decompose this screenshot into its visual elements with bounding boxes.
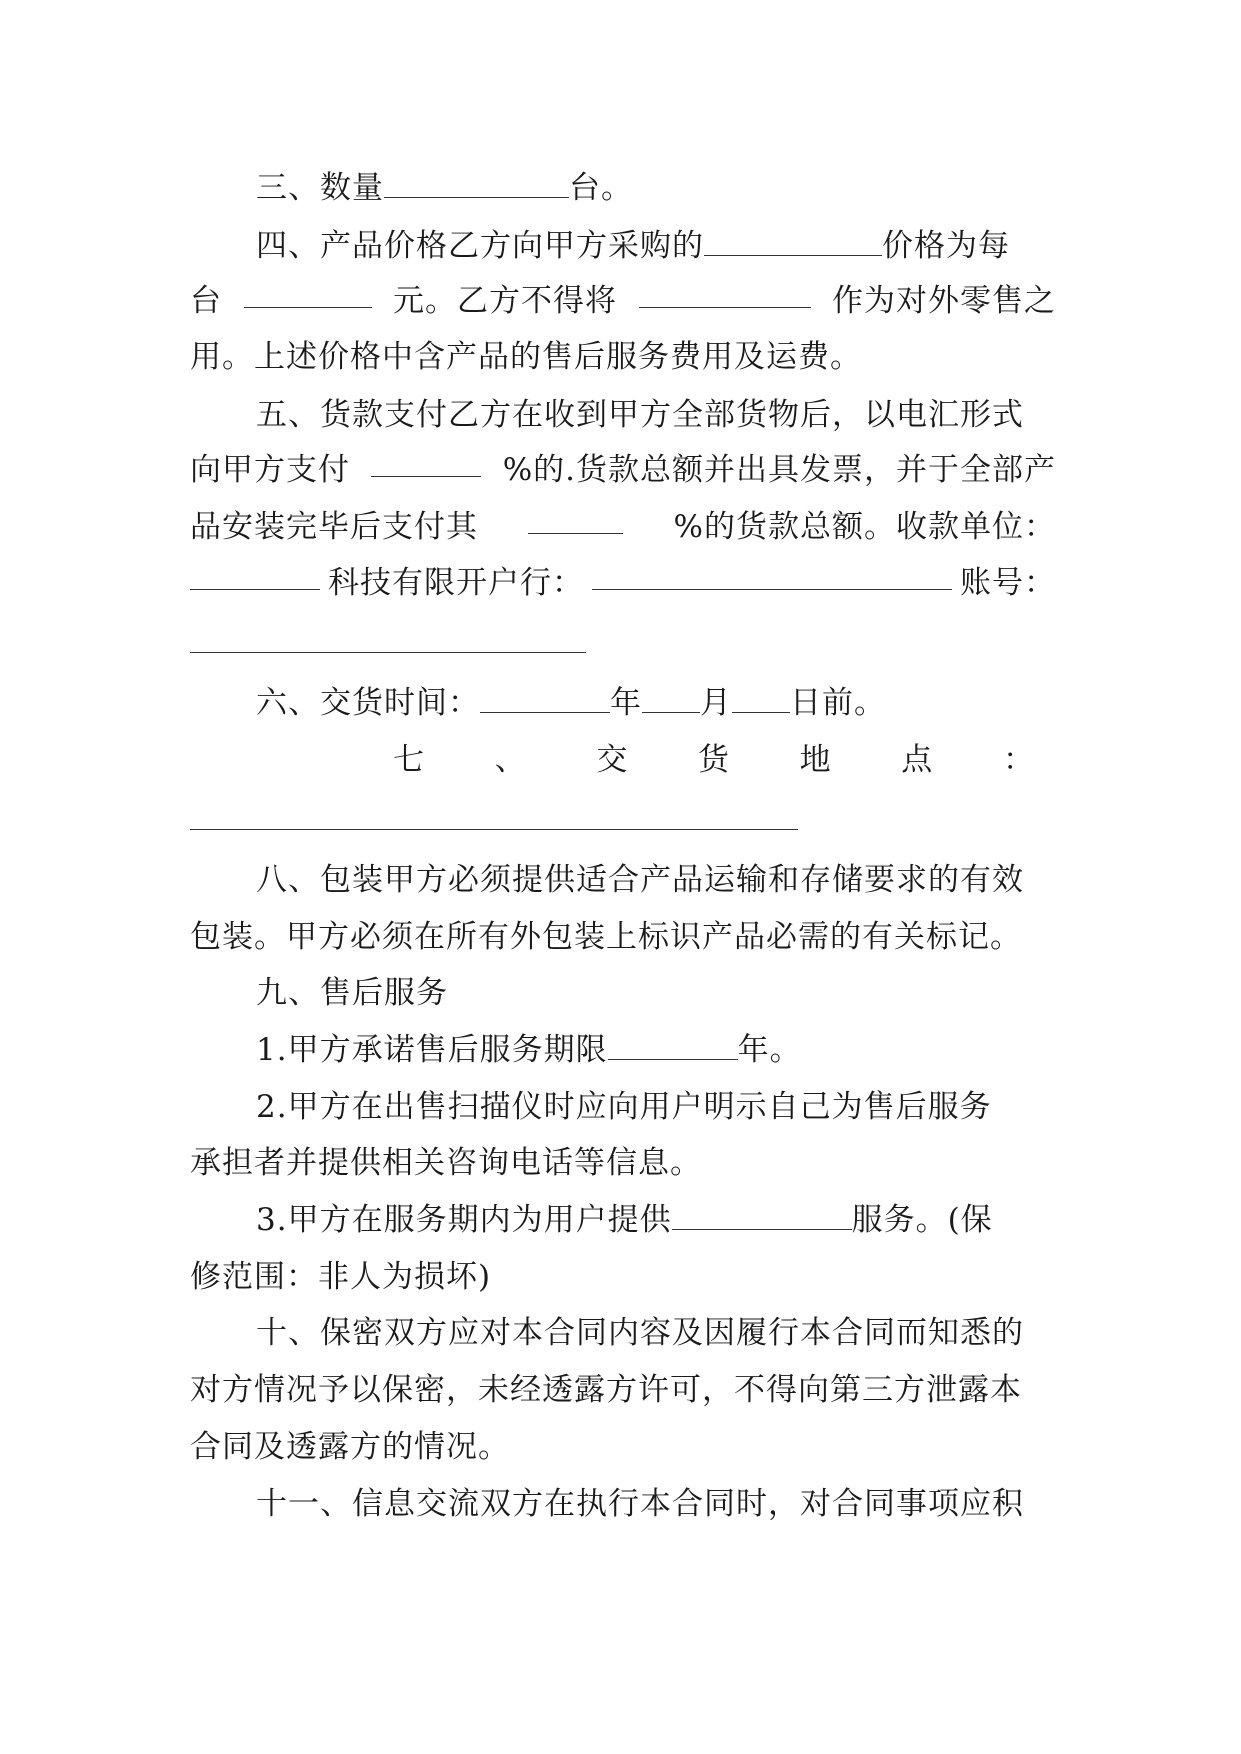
clause-8-line-1: 八、包装甲方必须提供适合产品运输和存储要求的有效 <box>256 862 1024 898</box>
clause-5-text: 品安装完毕后支付其 <box>190 509 478 545</box>
day-blank <box>732 686 790 713</box>
day-label: 日前。 <box>790 685 886 721</box>
clause-7-char: 货 <box>697 742 730 778</box>
service-blank <box>672 1203 852 1230</box>
clause-7-char: 、 <box>494 742 527 778</box>
product-blank <box>704 229 882 256</box>
clause-6-delivery-time <box>256 683 1056 723</box>
delivery-place-blank <box>190 829 798 830</box>
payee-blank <box>190 563 320 590</box>
unit-price-blank <box>244 281 372 308</box>
clause-10-line-3: 合同及透露方的情况。 <box>190 1429 510 1465</box>
clause-4-text: 元。乙方不得将 <box>393 283 617 319</box>
clause-4-line-1 <box>256 226 1056 266</box>
clause-7-char: 七 <box>393 742 425 778</box>
clause-5-text: 科技有限开户行： <box>328 565 584 601</box>
clause-9-item-3-line-2: 修范围：非人为损坏) <box>190 1259 492 1295</box>
month-label: 月 <box>700 685 732 721</box>
clause-3-end: 台。 <box>569 170 633 206</box>
clause-7-char: ： <box>1002 742 1035 778</box>
bank-blank <box>592 563 952 590</box>
service-period-blank <box>608 1033 738 1060</box>
clause-4-text: 四、产品价格乙方向甲方采购的 <box>256 228 704 264</box>
clause-9-text: 3.甲方在服务期内为用户提供 <box>256 1202 672 1238</box>
clause-9-item-1 <box>256 1030 1056 1070</box>
clause-4-text: 价格为每 <box>882 228 1010 264</box>
clause-10-line-1: 十、保密双方应对本合同内容及因履行本合同而知悉的 <box>256 1315 1024 1351</box>
clause-9-item-3-line-1 <box>256 1200 1056 1240</box>
clause-5-line-1: 五、货款支付乙方在收到甲方全部货物后，以电汇形式 <box>256 397 1024 433</box>
clause-5-text: %的货款总额。收款单位： <box>673 509 1056 545</box>
clause-3-quantity <box>256 168 1056 208</box>
clause-7-char: 地 <box>799 742 832 778</box>
clause-8-line-2: 包装。甲方必须在所有外包装上标识产品必需的有关标记。 <box>190 919 1022 955</box>
clause-7-char: 交 <box>596 742 629 778</box>
clause-6-label: 六、交货时间： <box>256 685 480 721</box>
clause-9-text: 年。 <box>737 1032 802 1068</box>
clause-4-line-3: 用。上述价格中含产品的售后服务费用及运费。 <box>190 339 862 375</box>
clause-5-text: 账号： <box>960 565 1056 601</box>
year-blank <box>480 686 610 713</box>
clause-5-text: 向甲方支付 <box>190 452 350 488</box>
quantity-blank <box>384 171 569 198</box>
clause-9-title: 九、售后服务 <box>256 975 448 1011</box>
retail-blank <box>639 281 811 308</box>
clause-9-item-2-line-2: 承担者并提供相关咨询电话等信息。 <box>190 1145 702 1181</box>
clause-9-text: 服务。(保 <box>851 1202 993 1238</box>
year-label: 年 <box>610 685 642 721</box>
first-payment-percent-blank <box>371 450 481 477</box>
clause-3-label: 三、数量 <box>256 170 384 206</box>
final-payment-percent-blank <box>528 507 623 534</box>
clause-9-text: 1.甲方承诺售后服务期限 <box>256 1032 608 1068</box>
clause-5-line-4 <box>190 563 1056 603</box>
clause-5-line-3 <box>190 507 1056 547</box>
month-blank <box>642 686 700 713</box>
clause-7-char: 点 <box>901 742 934 778</box>
clause-9-item-2-line-1: 2.甲方在出售扫描仪时应向用户明示自己为售后服务 <box>256 1089 992 1125</box>
clause-7-delivery-place <box>393 740 1035 780</box>
clause-11-line-1: 十一、信息交流双方在执行本合同时，对合同事项应积 <box>256 1486 1024 1522</box>
clause-4-text: 台 <box>190 283 222 319</box>
clause-4-text: 作为对外零售之 <box>832 283 1056 319</box>
clause-5-text: %的.货款总额并出具发票，并于全部产 <box>502 452 1056 488</box>
account-number-blank <box>190 652 586 653</box>
clause-5-line-2 <box>190 450 1056 490</box>
clause-4-line-2 <box>190 281 1056 321</box>
clause-10-line-2: 对方情况予以保密，未经透露方许可，不得向第三方泄露本 <box>190 1372 1022 1408</box>
